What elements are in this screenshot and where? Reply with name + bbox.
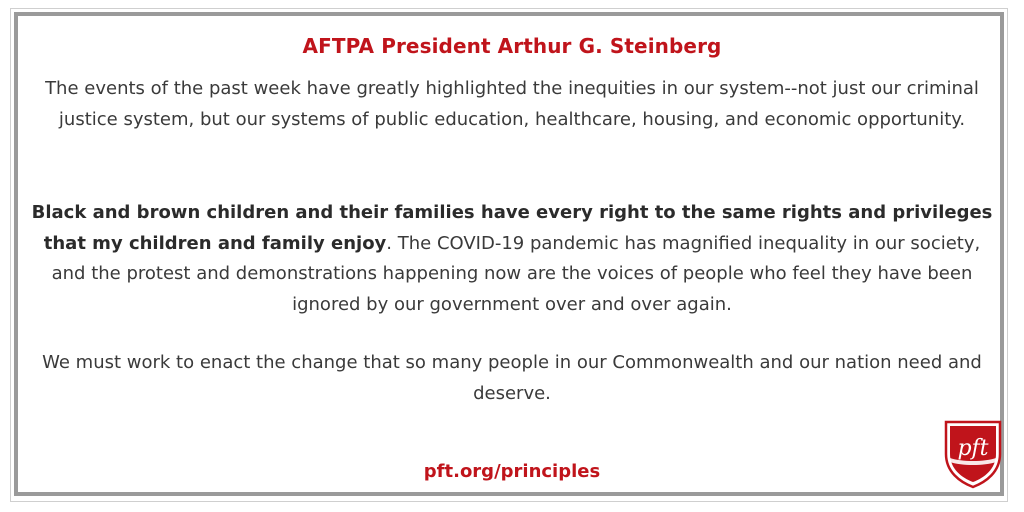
paragraph-2-bold: Black and brown children and their families have every right to the same rights and privileges that my children and family enjoy xyxy=(31,202,993,254)
paragraph-3: We must work to enact the change that so many people in our Commonwealth and our nation need and deserve. xyxy=(42,352,982,404)
pft-logo xyxy=(942,418,1004,490)
paragraph-1: The events of the past week have greatly highlighted the inequities in our system--not just our criminal justice system, but our systems of public education, healthcare, housing, and economic opportunity. xyxy=(45,78,979,130)
principles-link[interactable]: pft.org/principles xyxy=(423,461,601,482)
logo-text: pft xyxy=(957,436,989,461)
pft-shield-icon xyxy=(942,418,1004,490)
paragraph-2 xyxy=(30,198,994,320)
paragraph-2-rest: . The COVID-19 pandemic has magnified inequality in our society, and the protest and demonstrations happening now are the voices of people who feel they have been ignored by our government over and over again. xyxy=(51,232,981,315)
statement-title: AFTPA President Arthur G. Steinberg xyxy=(302,34,722,58)
